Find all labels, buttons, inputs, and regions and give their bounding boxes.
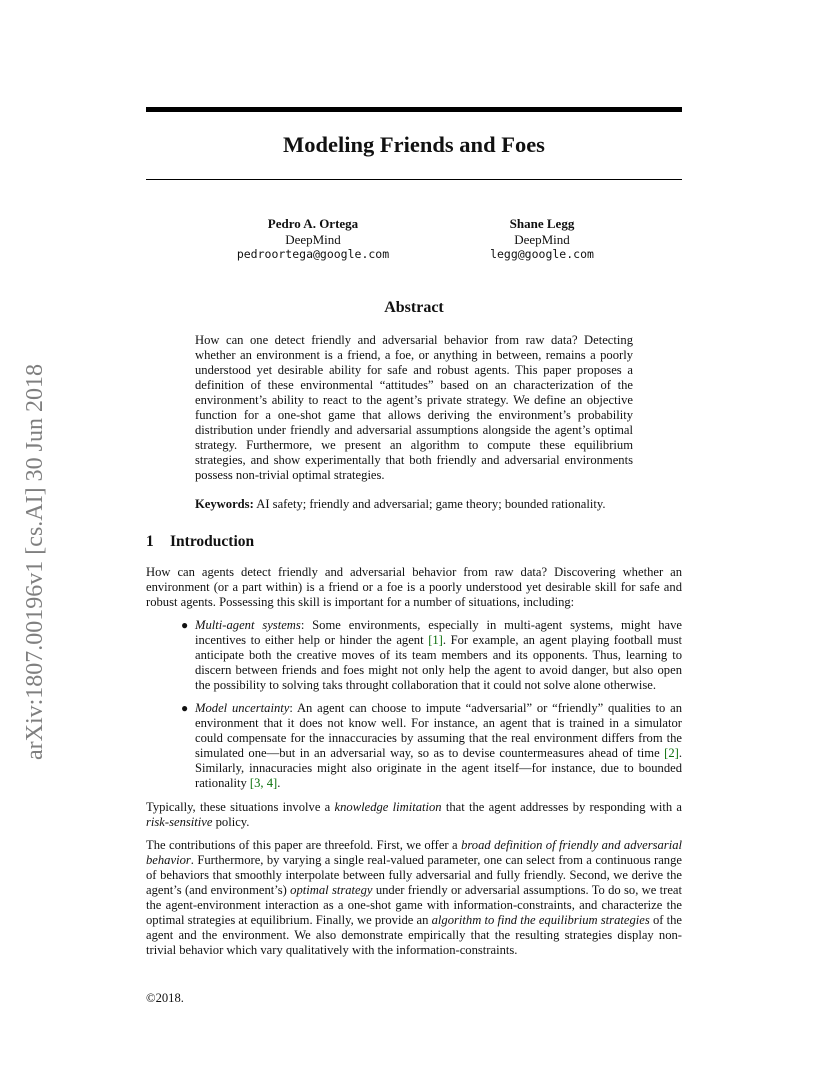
paragraph-knowledge-limitation: [146, 800, 682, 830]
bullet-text: .: [277, 776, 281, 790]
emphasis-text: knowledge limitation: [334, 800, 442, 814]
citation-link[interactable]: [1]: [428, 633, 443, 647]
bullet-icon: ●: [181, 618, 189, 632]
bullet-text: . Similarly, innacuracies might also originate in the agent itself—for instance, due to bounded rationality: [195, 746, 682, 790]
bullet-list: [181, 701, 682, 791]
author-affiliation: DeepMind: [514, 231, 570, 247]
text-run: of the agent and the environment. We also demonstrate empirically that the resulting strategies display non-trivial behavior which vary qualitatively with the information-constraints.: [146, 913, 683, 957]
keywords-line: [195, 497, 655, 512]
intro-paragraph: How can agents detect friendly and adversarial behavior from raw data? Discovering whether an environment (or a part within) is a friend or a foe is a poorly understood yet desirable skill for safe and robust agents. Possessing this skill is important for a number of situations, including:: [146, 565, 682, 609]
emphasis-text: optimal strategy: [290, 883, 373, 897]
bullet-text: . For example, an agent playing football must anticipate both the creative moves of its team members and its opponents. Thus, learning to discern between friends and foes might not only help the agent to avoid danger, but also open the possibility to solving taks throught collaboration that it could not solve alone otherwise.: [195, 633, 682, 692]
bullet-text: : Some environments, especially in multi-agent systems, might have incentives to either help or hinder the agent: [195, 618, 683, 647]
author-name: Shane Legg: [509, 216, 575, 231]
copyright-notice: ©2018.: [146, 991, 184, 1005]
citation-link[interactable]: [3, 4]: [249, 776, 278, 790]
author-block-2: [422, 216, 662, 263]
keywords-label: Keywords:: [195, 497, 254, 511]
abstract-text: How can one detect friendly and adversarial behavior from raw data? Detecting whether an environment is a friend, a foe, or anything in between, remains a poorly understood yet desirable ability for safe and robust agents. This paper proposes a definition of these environmental “attitudes” based on an characterization of the environment’s ability to react to the agent’s private strategy. We define an objective function for a one-shot game that allows deriving the environment’s probability distribution under friendly and adversarial assumptions alongside the agent’s optimal strategy. Furthermore, we present an algorithm to compute these equilibrium strategies, and show experimentally that both friendly and adversarial environments possess non-trivial optimal strategies.: [195, 333, 633, 482]
text-run: The contributions of this paper are threefold. First, we offer a: [146, 838, 462, 852]
citation-link[interactable]: [2]: [664, 746, 679, 760]
bullet-term: Multi-agent systems: [195, 618, 301, 632]
emphasis-text: algorithm to find the equilibrium strategies: [431, 913, 650, 927]
paragraph-contributions: [146, 838, 682, 958]
title-bottom-rule: [146, 179, 682, 180]
bullet-list: [181, 618, 683, 693]
section-title: Introduction: [170, 533, 255, 550]
paper-title: Modeling Friends and Foes: [283, 132, 545, 157]
keywords-text: AI safety; friendly and adversarial; game theory; bounded rationality.: [256, 497, 606, 511]
bullet-text: : An agent can choose to impute “adversarial” or “friendly” qualities to an environment that it does not know well. For instance, an agent that is trained in a simulator could compensate for the innaccuracies by assuming that the real environment differs from the simulated one—but in an adversarial way, so as to devise countermeasures ahead of time: [195, 701, 682, 760]
bullet-item-model-uncertainty: [181, 701, 682, 791]
author-email[interactable]: legg@google.com: [490, 247, 594, 261]
bullet-icon: ●: [181, 701, 189, 715]
author-affiliation: DeepMind: [285, 231, 341, 247]
section-heading: [146, 533, 254, 551]
text-run: policy.: [212, 815, 250, 829]
text-run: under friendly or adversarial assumptions. To do so, we treat the agent-environment interaction as a one-shot game with information-constraints, and characterize the optimal strategies at equilibrium. Finally, we provide an: [146, 883, 682, 927]
text-run: that the agent addresses by responding with a: [441, 800, 682, 814]
emphasis-text: broad definition of friendly and adversarial behavior: [146, 838, 682, 867]
author-name: Pedro A. Ortega: [267, 216, 359, 231]
author-email[interactable]: pedroortega@google.com: [236, 247, 390, 261]
arxiv-identifier-stamp: arXiv:1807.00196v1 [cs.AI] 30 Jun 2018: [22, 364, 48, 760]
section-number: 1: [146, 533, 154, 550]
abstract-heading: Abstract: [384, 299, 444, 316]
bullet-item-multi-agent: [181, 618, 683, 693]
author-block-1: [193, 216, 433, 263]
bullet-term: Model uncertainty: [195, 701, 290, 715]
text-run: . Furthermore, by varying a single real-valued parameter, one can select from a continuous range of behaviors that smoothly interpolate between fully adversarial and fully friendly. Second, we derive the agent’s (and environment’s): [146, 853, 682, 897]
title-top-rule: [146, 107, 682, 112]
emphasis-text: risk-sensitive: [146, 815, 213, 829]
text-run: Typically, these situations involve a: [146, 800, 335, 814]
